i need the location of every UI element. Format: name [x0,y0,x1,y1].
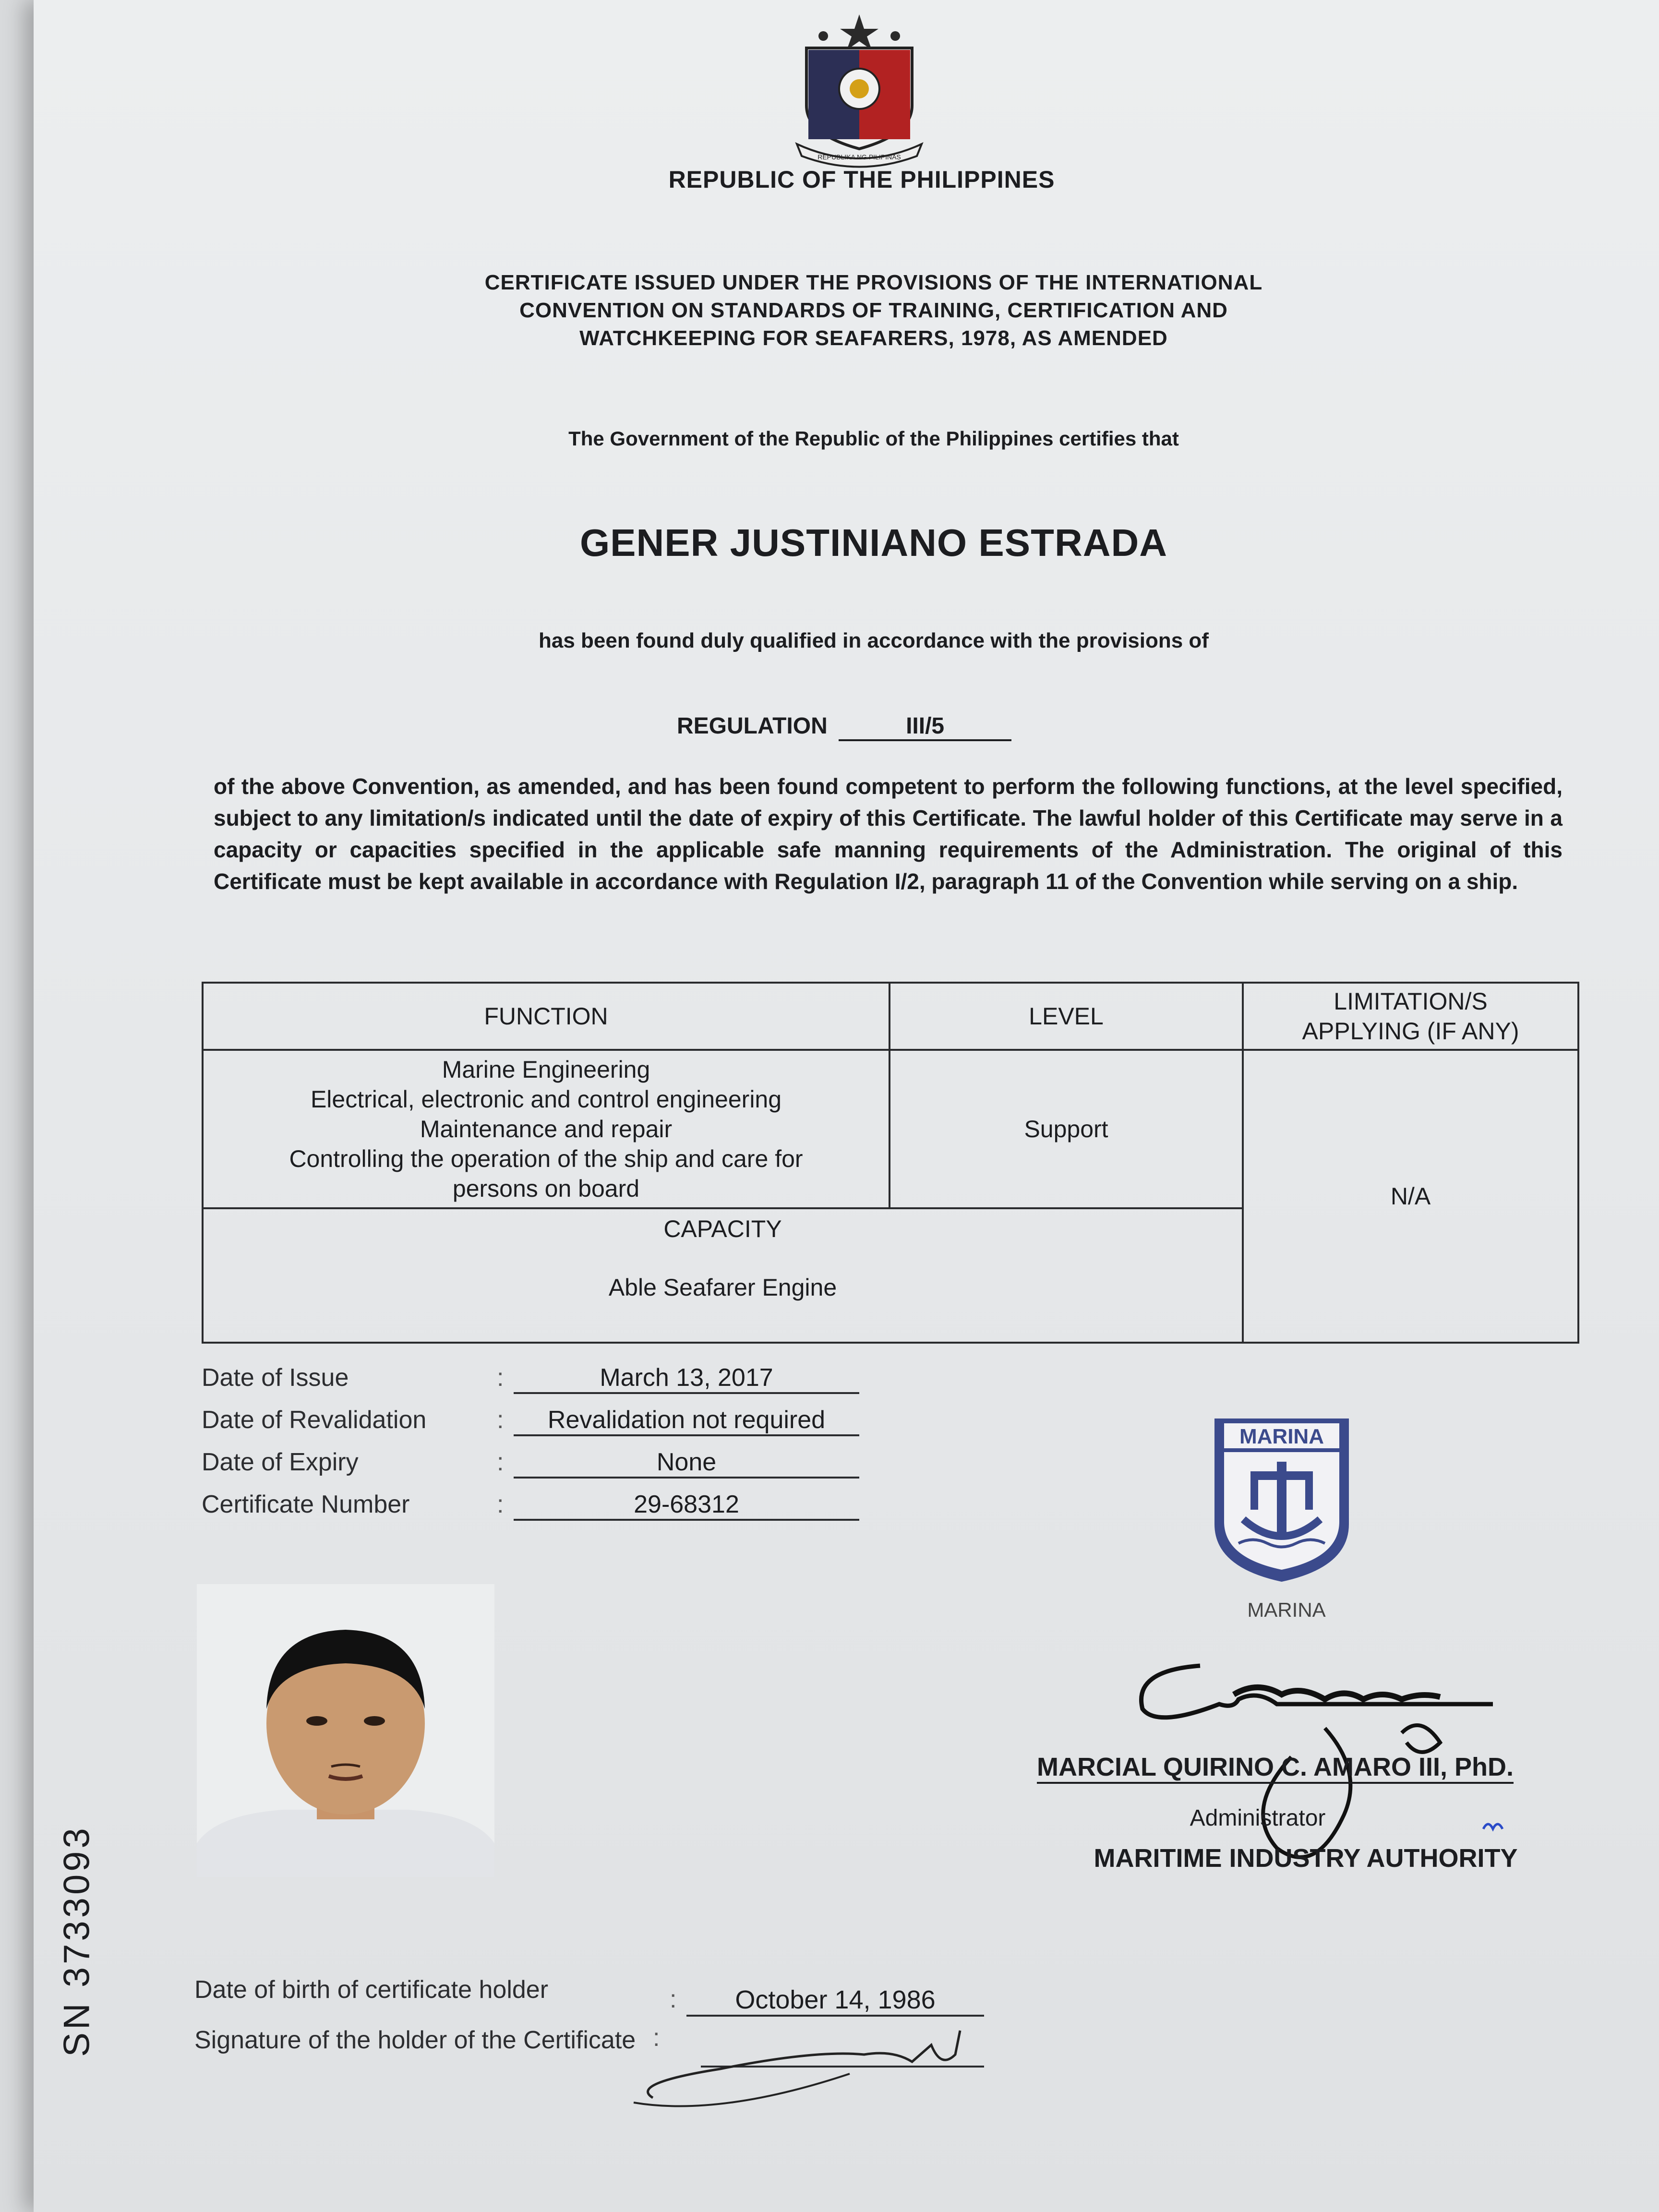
detail-row-revalidation [202,1406,922,1448]
detail-colon: : [497,1406,504,1434]
limitations-header-line-1: LIMITATION/S [1334,988,1488,1015]
marina-logo-icon [1210,1414,1354,1587]
convention-heading [442,269,1306,352]
detail-value: None [514,1448,859,1479]
convention-line-3: WATCHKEEPING FOR SEAFARERS, 1978, AS AMENDED [579,326,1168,350]
regulation-label: REGULATION [677,713,828,739]
level-cell: Support [890,1050,1243,1208]
marina-caption: MARINA [1247,1599,1326,1621]
limitations-cell: N/A [1243,1050,1578,1343]
holder-signature-label: Signature of the holder of the Certificate [194,2026,636,2054]
level-header: LEVEL [890,983,1243,1050]
detail-label: Date of Issue [202,1364,349,1392]
detail-label: Certificate Number [202,1491,410,1518]
certifies-statement: The Government of the Republic of the Philippines certifies that [568,427,1179,450]
dob-value: October 14, 1986 [686,1985,984,2017]
competence-paragraph: of the above Convention, as amended, and has been found competent to perform the following functions, at the level specified, subject to any limitation/s indicated until the date of expiry of this Certificate. The lawful holder of this Certificate may serve in a capacity or capacities specified in the applicable safe manning requirements of the Administration. The original of this Certificate must be kept available in accordance with Regulation I/2, paragraph 11 of the Convention while serving on a ship. [214,774,1563,894]
marina-logo-text: MARINA [1239,1425,1324,1448]
serial-number: SN 3733093 [56,1825,97,2057]
function-header: FUNCTION [203,983,890,1050]
convention-line-1: CERTIFICATE ISSUED UNDER THE PROVISIONS OF THE INTERNATIONAL [484,271,1263,294]
detail-value: 29-68312 [514,1490,859,1521]
holder-photo [197,1584,494,1877]
dob-colon: : [670,1985,677,2013]
detail-row-certificate-number [202,1490,922,1532]
capacity-value: Able Seafarer Engine [608,1274,837,1301]
detail-value: Revalidation not required [514,1406,859,1436]
capacity-cell [203,1208,1243,1343]
qualified-statement: has been found duly qualified in accordance with the provisions of [539,629,1209,652]
table-row [203,1050,1578,1208]
convention-line-2: CONVENTION ON STANDARDS OF TRAINING, CERTIFICATION AND [519,299,1228,322]
detail-colon: : [497,1448,504,1476]
philippine-coat-of-arms-icon [778,10,941,168]
limitations-header [1243,983,1578,1050]
seal-motto: REPUBLIKA NG PILIPINAS [817,153,901,161]
regulation-line [677,713,1011,741]
function-item: persons on board [452,1175,640,1202]
limitations-header-line-2: APPLYING (IF ANY) [1302,1018,1519,1045]
detail-row-expiry [202,1448,922,1490]
detail-colon: : [497,1364,504,1392]
signatory-organization: MARITIME INDUSTRY AUTHORITY [1094,1844,1518,1873]
table-header-row [203,983,1578,1050]
holder-signature [624,1997,1008,2122]
function-item: Marine Engineering [442,1056,650,1083]
signatory-title: Administrator [1190,1805,1326,1831]
holder-name: GENER JUSTINIANO ESTRADA [579,521,1168,564]
detail-row-issue [202,1363,922,1406]
country-heading: REPUBLIC OF THE PHILIPPINES [668,166,1055,193]
regulation-value: III/5 [839,713,1011,741]
function-item: Controlling the operation of the ship and care for [289,1145,803,1172]
certificate-paper [34,0,1659,2212]
dob-label: Date of birth of certificate holder [194,1976,549,2004]
detail-label: Date of Expiry [202,1448,359,1476]
detail-value: March 13, 2017 [514,1363,859,1394]
detail-label: Date of Revalidation [202,1406,427,1434]
detail-colon: : [497,1491,504,1518]
function-item: Maintenance and repair [420,1116,673,1142]
signatory-name: MARCIAL QUIRINO C. AMARO III, PhD. [1037,1752,1514,1784]
functions-cell [203,1050,890,1208]
functions-table [202,982,1579,1344]
function-item: Electrical, electronic and control engineering [310,1086,782,1113]
holder-signature-colon: : [653,2024,660,2052]
capacity-label: CAPACITY [663,1215,782,1242]
